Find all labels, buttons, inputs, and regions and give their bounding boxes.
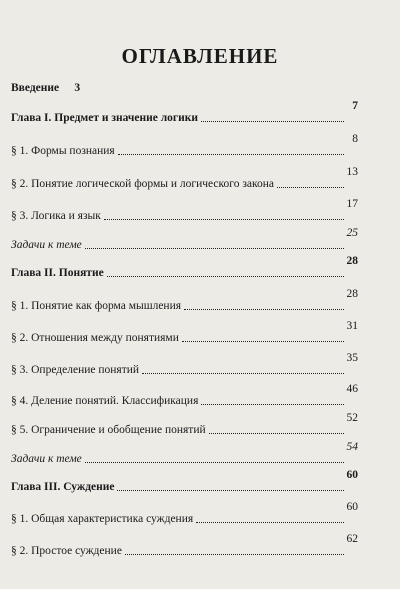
dotted-leader — [201, 121, 344, 122]
toc-entry-page: 13 — [346, 166, 358, 178]
dotted-leader — [107, 276, 344, 277]
dotted-leader — [182, 341, 344, 342]
toc-entry-label: § 2. Отношения между понятиями — [11, 332, 179, 344]
dotted-leader — [104, 219, 344, 220]
toc-entry-page: 17 — [346, 198, 358, 210]
toc-entry-exercises — [11, 441, 358, 466]
toc-entry-label: § 3. Логика и язык — [11, 210, 101, 222]
toc-entry-page: 54 — [346, 441, 358, 453]
dotted-leader — [125, 554, 344, 555]
dotted-leader — [277, 187, 344, 188]
dotted-leader — [184, 309, 344, 310]
toc-entry-label: § 2. Понятие логической формы и логического закона — [11, 178, 274, 190]
toc-entry-chapter-1 — [11, 100, 358, 125]
toc-entry-page: 62 — [346, 533, 358, 545]
dotted-leader — [117, 490, 344, 491]
dotted-leader — [142, 373, 344, 374]
toc-entry-label: Глава I. Предмет и значение логики — [11, 112, 199, 124]
toc-entry-section — [11, 352, 358, 377]
toc-entry-label: § 4. Деление понятий. Классификация — [11, 395, 199, 407]
toc-entry-label: § 5. Ограничение и обобщение понятий — [11, 424, 206, 436]
dotted-leader — [85, 462, 344, 463]
toc-heading: ОГЛАВЛЕНИЕ — [121, 44, 279, 68]
toc-entry-label: Глава II. Понятие — [11, 267, 104, 279]
toc-entry-section — [11, 198, 358, 223]
toc-entry-label: § 1. Общая характеристика суждения — [11, 513, 194, 525]
toc-entry-chapter-3 — [11, 469, 358, 494]
toc-entry-label: § 1. Понятие как форма мышления — [11, 300, 182, 312]
toc-entry-section — [11, 412, 358, 437]
toc-entry-label: Задачи к теме — [11, 239, 82, 251]
dotted-leader — [85, 248, 344, 249]
toc-entry-page: 28 — [346, 255, 358, 267]
toc-entry-label: Введение — [11, 82, 60, 94]
toc-entry-section — [11, 320, 358, 345]
toc-entry-label: § 1. Формы познания — [11, 145, 115, 157]
toc-entry-exercises — [11, 227, 358, 252]
toc-entry-label: Задачи к теме — [11, 453, 82, 465]
toc-entry-section — [11, 288, 358, 313]
toc-entry-section — [11, 133, 358, 158]
toc-entry-label: § 3. Определение понятий — [11, 364, 140, 376]
toc-entry-page: 3 — [74, 82, 81, 94]
toc-entry-chapter-2 — [11, 255, 358, 280]
dotted-leader — [209, 433, 344, 434]
dotted-leader — [196, 522, 344, 523]
toc-entry-introduction — [11, 77, 358, 95]
toc-entry-page: 31 — [346, 320, 358, 332]
toc-entry-section — [11, 166, 358, 191]
toc-entry-page: 46 — [346, 383, 358, 395]
toc-entry-section — [11, 533, 358, 558]
dotted-leader — [118, 154, 344, 155]
toc-entry-page: 60 — [346, 469, 358, 481]
toc-entry-label: Глава III. Суждение — [11, 481, 115, 493]
toc-entry-page: 52 — [346, 412, 358, 424]
toc-entry-page: 7 — [352, 100, 358, 112]
toc-entry-label: § 2. Простое суждение — [11, 545, 122, 557]
toc-entry-page: 8 — [352, 133, 358, 145]
toc-entry-section — [11, 383, 358, 408]
dotted-leader — [201, 404, 344, 405]
toc-entry-page: 28 — [346, 288, 358, 300]
toc-entry-page: 25 — [346, 227, 358, 239]
toc-entry-page: 60 — [346, 501, 358, 513]
toc-entry-page: 35 — [346, 352, 358, 364]
toc-entry-section — [11, 501, 358, 526]
